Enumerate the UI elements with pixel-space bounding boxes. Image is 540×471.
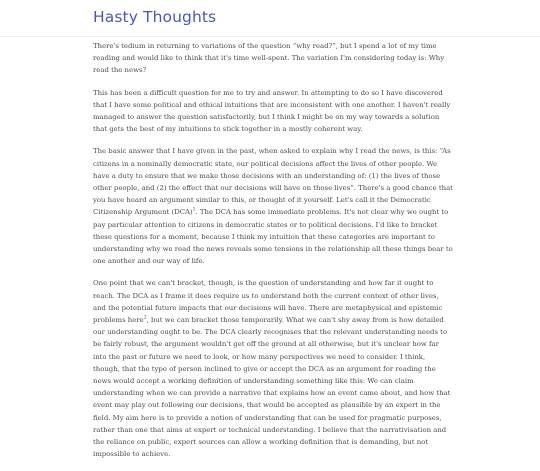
paragraph-text-after-footnote: , but we can bracket those temporarily. What we can't shy away from is how detailed our understanding ought to be. The DCA clearly recognises that the relevant understanding needs to be fairly robust, the argument wouldn't get off the ground at all otherwise, but it's unclear how far into the past or future we need to look, or how many perspectives we need to consider. I think, though, that the type of person inclined to give or accept the DCA as an argument for reading the news would accept a working definition of understanding something like this: We can claim understanding when we can provide a narrative that explains how an event came about, and how that event may play out following our decisions, that would be accepted as plausible by an expert in the field. My aim here is to provide a notion of understanding that can be used for pragmatic purposes, rather than one that aims at expert or technical understanding. I believe that the narrativisation and the reliance on public, expert sources can allow a working definition that is demanding, but not impossible to achieve. [93, 316, 451, 459]
post-body [93, 40, 453, 471]
paragraph-text-before-footnote: One point that we can't bracket, though, is the question of understanding and how far it ought to reach. The DCA as I frame it does require us to understand both the current context of other lives, and the potential future impacts that our decisions will have. There are metaphysical and epistemic problems here [93, 279, 443, 325]
post-paragraph-1: There's tedium in returning to variations of the question “why read?”, but I spend a lot of my time reading and would like to think that it's time well-spent. The variation I'm considering today is: Why read the news? [93, 42, 445, 75]
footnote-ref-1[interactable]: 1 [192, 208, 196, 214]
post-paragraph-4 [93, 277, 453, 460]
site-title-link[interactable]: Hasty Thoughts [93, 8, 217, 26]
paragraph-text-after-footnote: . The DCA has some immediate problems. It's not clear why we ought to pay particular attention to citizens in democratic states or to political decisions. I'd like to bracket these questions for a moment, because I think my intuition that these categories are important to understanding why we read the news reveals some tensions in the relationship all these things bear to one another and our way of life. [93, 208, 453, 266]
post-paragraph-2: This has been a difficult question for me to try and answer. In attempting to do so I have discovered that I have some political and ethical intuitions that are inconsistent with one another. I haven't really managed to answer the question satisfactorily, but I think I might be on my way towards a solution that gets the best of my intuitions to stick together in a mostly coherent way. [93, 88, 451, 134]
footnote-ref-2[interactable]: 2 [143, 315, 147, 321]
post-paragraph-3 [93, 145, 453, 267]
site-header [0, 0, 540, 37]
paragraph-text-before-footnote: The basic answer that I have given in the past, when asked to explain why I read the news, is this: “As citizens in a nominally democratic state, our political decisions affect the lives of other people. We have a duty to ensure that we make those decisions with an understanding of: (1) the lives of those other people, and (2) the effect that our decisions will have on those lives”. There's a good chance that you have heard an argument similar to this, or thought of it yourself. Let's call it the Democratic Citizenship Argument (DCA) [93, 147, 453, 217]
